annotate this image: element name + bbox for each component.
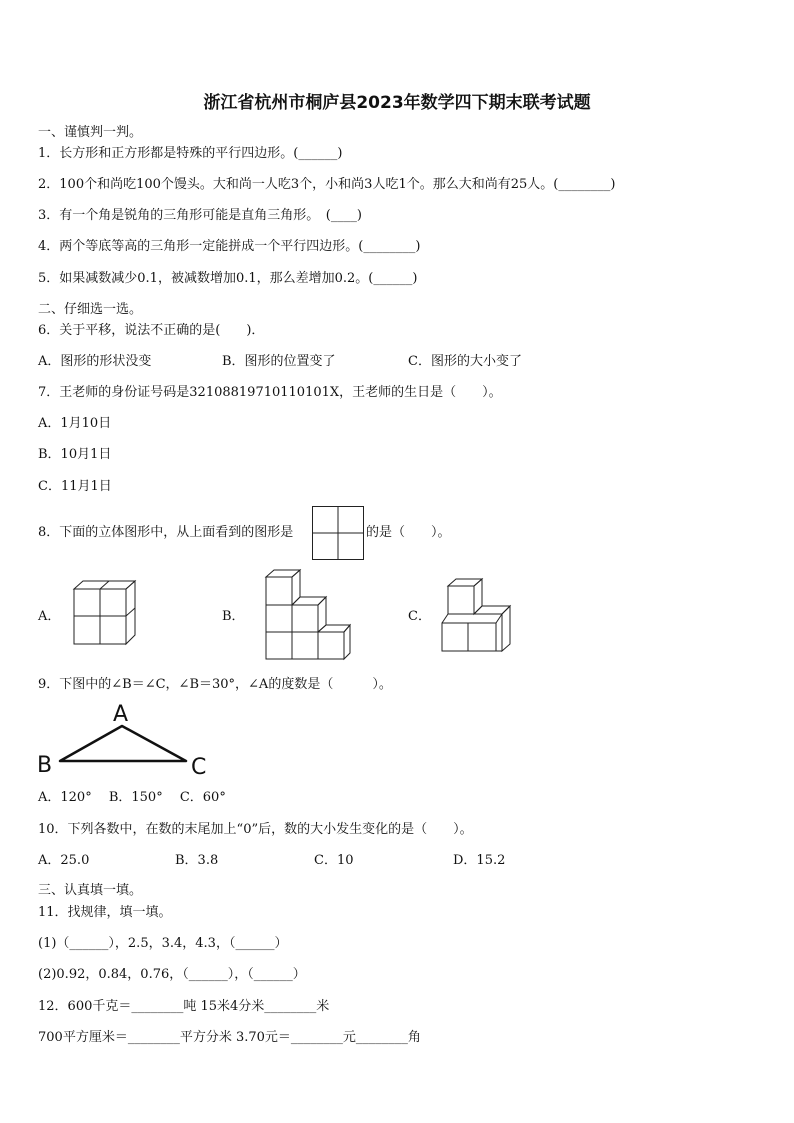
question-8-stem-after: 的是（ ）。	[366, 525, 451, 540]
question-8-option-a: A．	[38, 609, 61, 624]
question-1: 1．长方形和正方形都是特殊的平行四边形。(______)	[38, 146, 343, 161]
question-7-option-a: A．1月10日	[38, 416, 112, 431]
exam-title: 浙江省杭州市桐庐县2023年数学四下期末联考试题	[203, 93, 591, 113]
question-2: 2．100个和尚吃100个馒头。大和尚一人吃3个，小和尚3人吃1个。那么大和尚有25人。(________)	[38, 177, 616, 192]
question-12-line-2: 700平方厘米＝________平方分米 3.70元＝________元________角	[38, 1030, 421, 1045]
question-6-option-a: A．图形的形状没变	[38, 354, 152, 369]
question-11-stem: 11．找规律，填一填。	[38, 905, 172, 920]
question-7-option-c: C．11月1日	[38, 479, 112, 494]
question-4: 4．两个等底等高的三角形一定能拼成一个平行四边形。(________)	[38, 239, 421, 254]
question-7-stem: 7．王老师的身份证号码是32108819710110101X，王老师的生日是（ ）。	[38, 385, 502, 400]
question-8-stem-before: 8．下面的立体图形中，从上面看到的图形是	[38, 525, 294, 540]
question-6-stem: 6．关于平移，说法不正确的是( )．	[38, 323, 265, 338]
question-10-option-c: C．10	[314, 853, 354, 868]
question-12-line-1: 12．600千克＝________吨 15米4分米________米	[38, 999, 330, 1014]
question-9-options: A．120° B．150° C．60°	[38, 790, 226, 805]
question-7-option-b: B．10月1日	[38, 447, 112, 462]
section-1-heading: 一、谨慎判一判。	[38, 125, 143, 140]
question-8-option-b: B．	[222, 609, 245, 624]
question-3: 3．有一个角是锐角的三角形可能是直角三角形。 (____)	[38, 208, 362, 223]
vertex-c-label: C	[191, 755, 207, 780]
question-10-option-a: A．25.0	[38, 853, 90, 868]
question-5: 5．如果减数减少0.1，被减数增加0.1，那么差增加0.2。(______)	[38, 271, 418, 286]
question-6-option-b: B．图形的位置变了	[222, 354, 336, 369]
question-6-option-c: C．图形的大小变了	[408, 354, 522, 369]
cube-figure-a	[74, 580, 136, 646]
section-3-heading: 三、认真填一填。	[38, 883, 143, 898]
cube-figure-b	[264, 569, 352, 661]
cube-figure-c	[440, 578, 512, 654]
vertex-a-label: A	[113, 702, 129, 727]
section-2-heading: 二、仔细选一选。	[38, 302, 143, 317]
question-10-stem: 10．下列各数中，在数的末尾加上“0”后，数的大小发生变化的是（ ）。	[38, 822, 473, 837]
vertex-b-label: B	[37, 753, 53, 778]
question-10-option-b: B．3.8	[175, 853, 219, 868]
question-8-option-c: C．	[408, 609, 431, 624]
question-11-line-1: (1)（______），2.5，3.4，4.3，（______）	[38, 936, 288, 951]
question-9-stem: 9．下图中的∠B＝∠C，∠B＝30°，∠A的度数是（ ）。	[38, 677, 392, 692]
top-view-grid-figure	[312, 506, 364, 560]
question-10-option-d: D．15.2	[453, 853, 506, 868]
question-11-line-2: (2)0.92，0.84，0.76，（______），（______）	[38, 967, 306, 982]
